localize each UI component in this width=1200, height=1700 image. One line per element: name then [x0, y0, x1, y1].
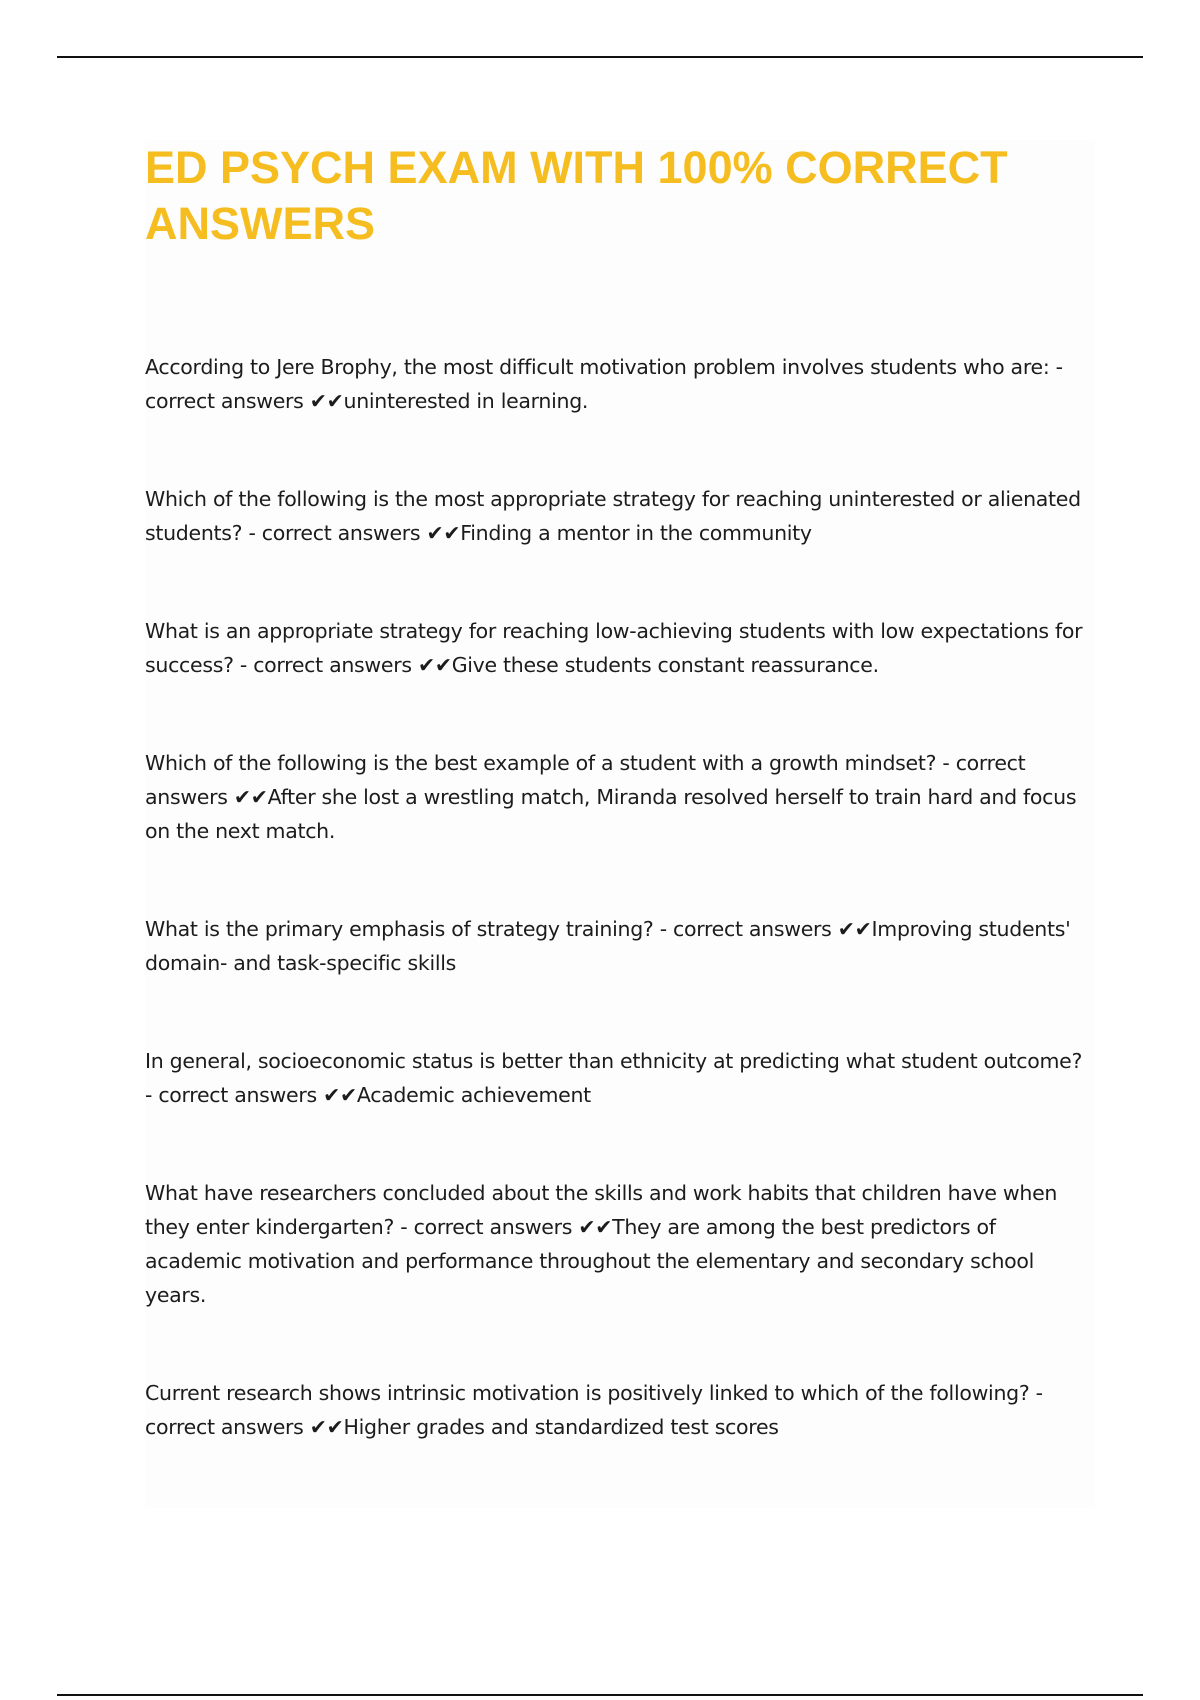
double-check-icon: ✔✔ — [309, 389, 344, 413]
qa-item — [145, 912, 1095, 980]
answer-text: Improving students' domain- and task-specific skills — [145, 917, 1071, 975]
double-check-icon: ✔✔ — [233, 785, 268, 809]
qa-item — [145, 1044, 1095, 1112]
question-text: Current research shows intrinsic motivation is positively linked to which of the following? - correct answers — [145, 1381, 1043, 1439]
bottom-rule — [57, 1694, 1143, 1696]
document-title: ED PSYCH EXAM WITH 100% CORRECT ANSWERS — [145, 142, 1008, 249]
double-check-icon: ✔✔ — [426, 521, 461, 545]
question-text: According to Jere Brophy, the most difficult motivation problem involves students who are: - correct answers — [145, 355, 1063, 413]
double-check-icon: ✔✔ — [578, 1215, 613, 1239]
qa-list — [145, 350, 1095, 1444]
question-text: In general, socioeconomic status is better than ethnicity at predicting what student outcome? - correct answers — [145, 1049, 1083, 1107]
qa-item — [145, 614, 1095, 682]
qa-item — [145, 350, 1095, 418]
question-text: What is an appropriate strategy for reaching low-achieving students with low expectations for success? - correct answers — [145, 619, 1083, 677]
question-text: Which of the following is the best example of a student with a growth mindset? - correct answers — [145, 751, 1026, 809]
answer-text: uninterested in learning. — [343, 389, 589, 413]
double-check-icon: ✔✔ — [837, 917, 872, 941]
qa-item — [145, 1376, 1095, 1444]
double-check-icon: ✔✔ — [323, 1083, 357, 1107]
qa-item — [145, 746, 1095, 848]
answer-text: After she lost a wrestling match, Miranda resolved herself to train hard and focus on the next match. — [145, 785, 1077, 843]
top-rule — [57, 56, 1143, 58]
answer-text: They are among the best predictors of academic motivation and performance throughout the elementary and secondary school years. — [145, 1215, 1035, 1307]
qa-item — [145, 482, 1095, 550]
double-check-icon: ✔✔ — [309, 1415, 344, 1439]
qa-item — [145, 1176, 1095, 1312]
answer-text: Academic achievement — [356, 1083, 591, 1107]
answer-text: Give these students constant reassurance. — [451, 653, 879, 677]
question-text: Which of the following is the most appropriate strategy for reaching uninterested or alienated students? - correct answers — [145, 487, 1081, 545]
answer-text: Finding a mentor in the community — [460, 521, 812, 545]
answer-text: Higher grades and standardized test scores — [343, 1415, 779, 1439]
question-text: What have researchers concluded about the skills and work habits that children have when they enter kindergarten? - correct answers — [145, 1181, 1058, 1239]
question-text: What is the primary emphasis of strategy training? - correct answers — [145, 917, 838, 941]
document-content — [145, 140, 1095, 1508]
double-check-icon: ✔✔ — [417, 653, 452, 677]
